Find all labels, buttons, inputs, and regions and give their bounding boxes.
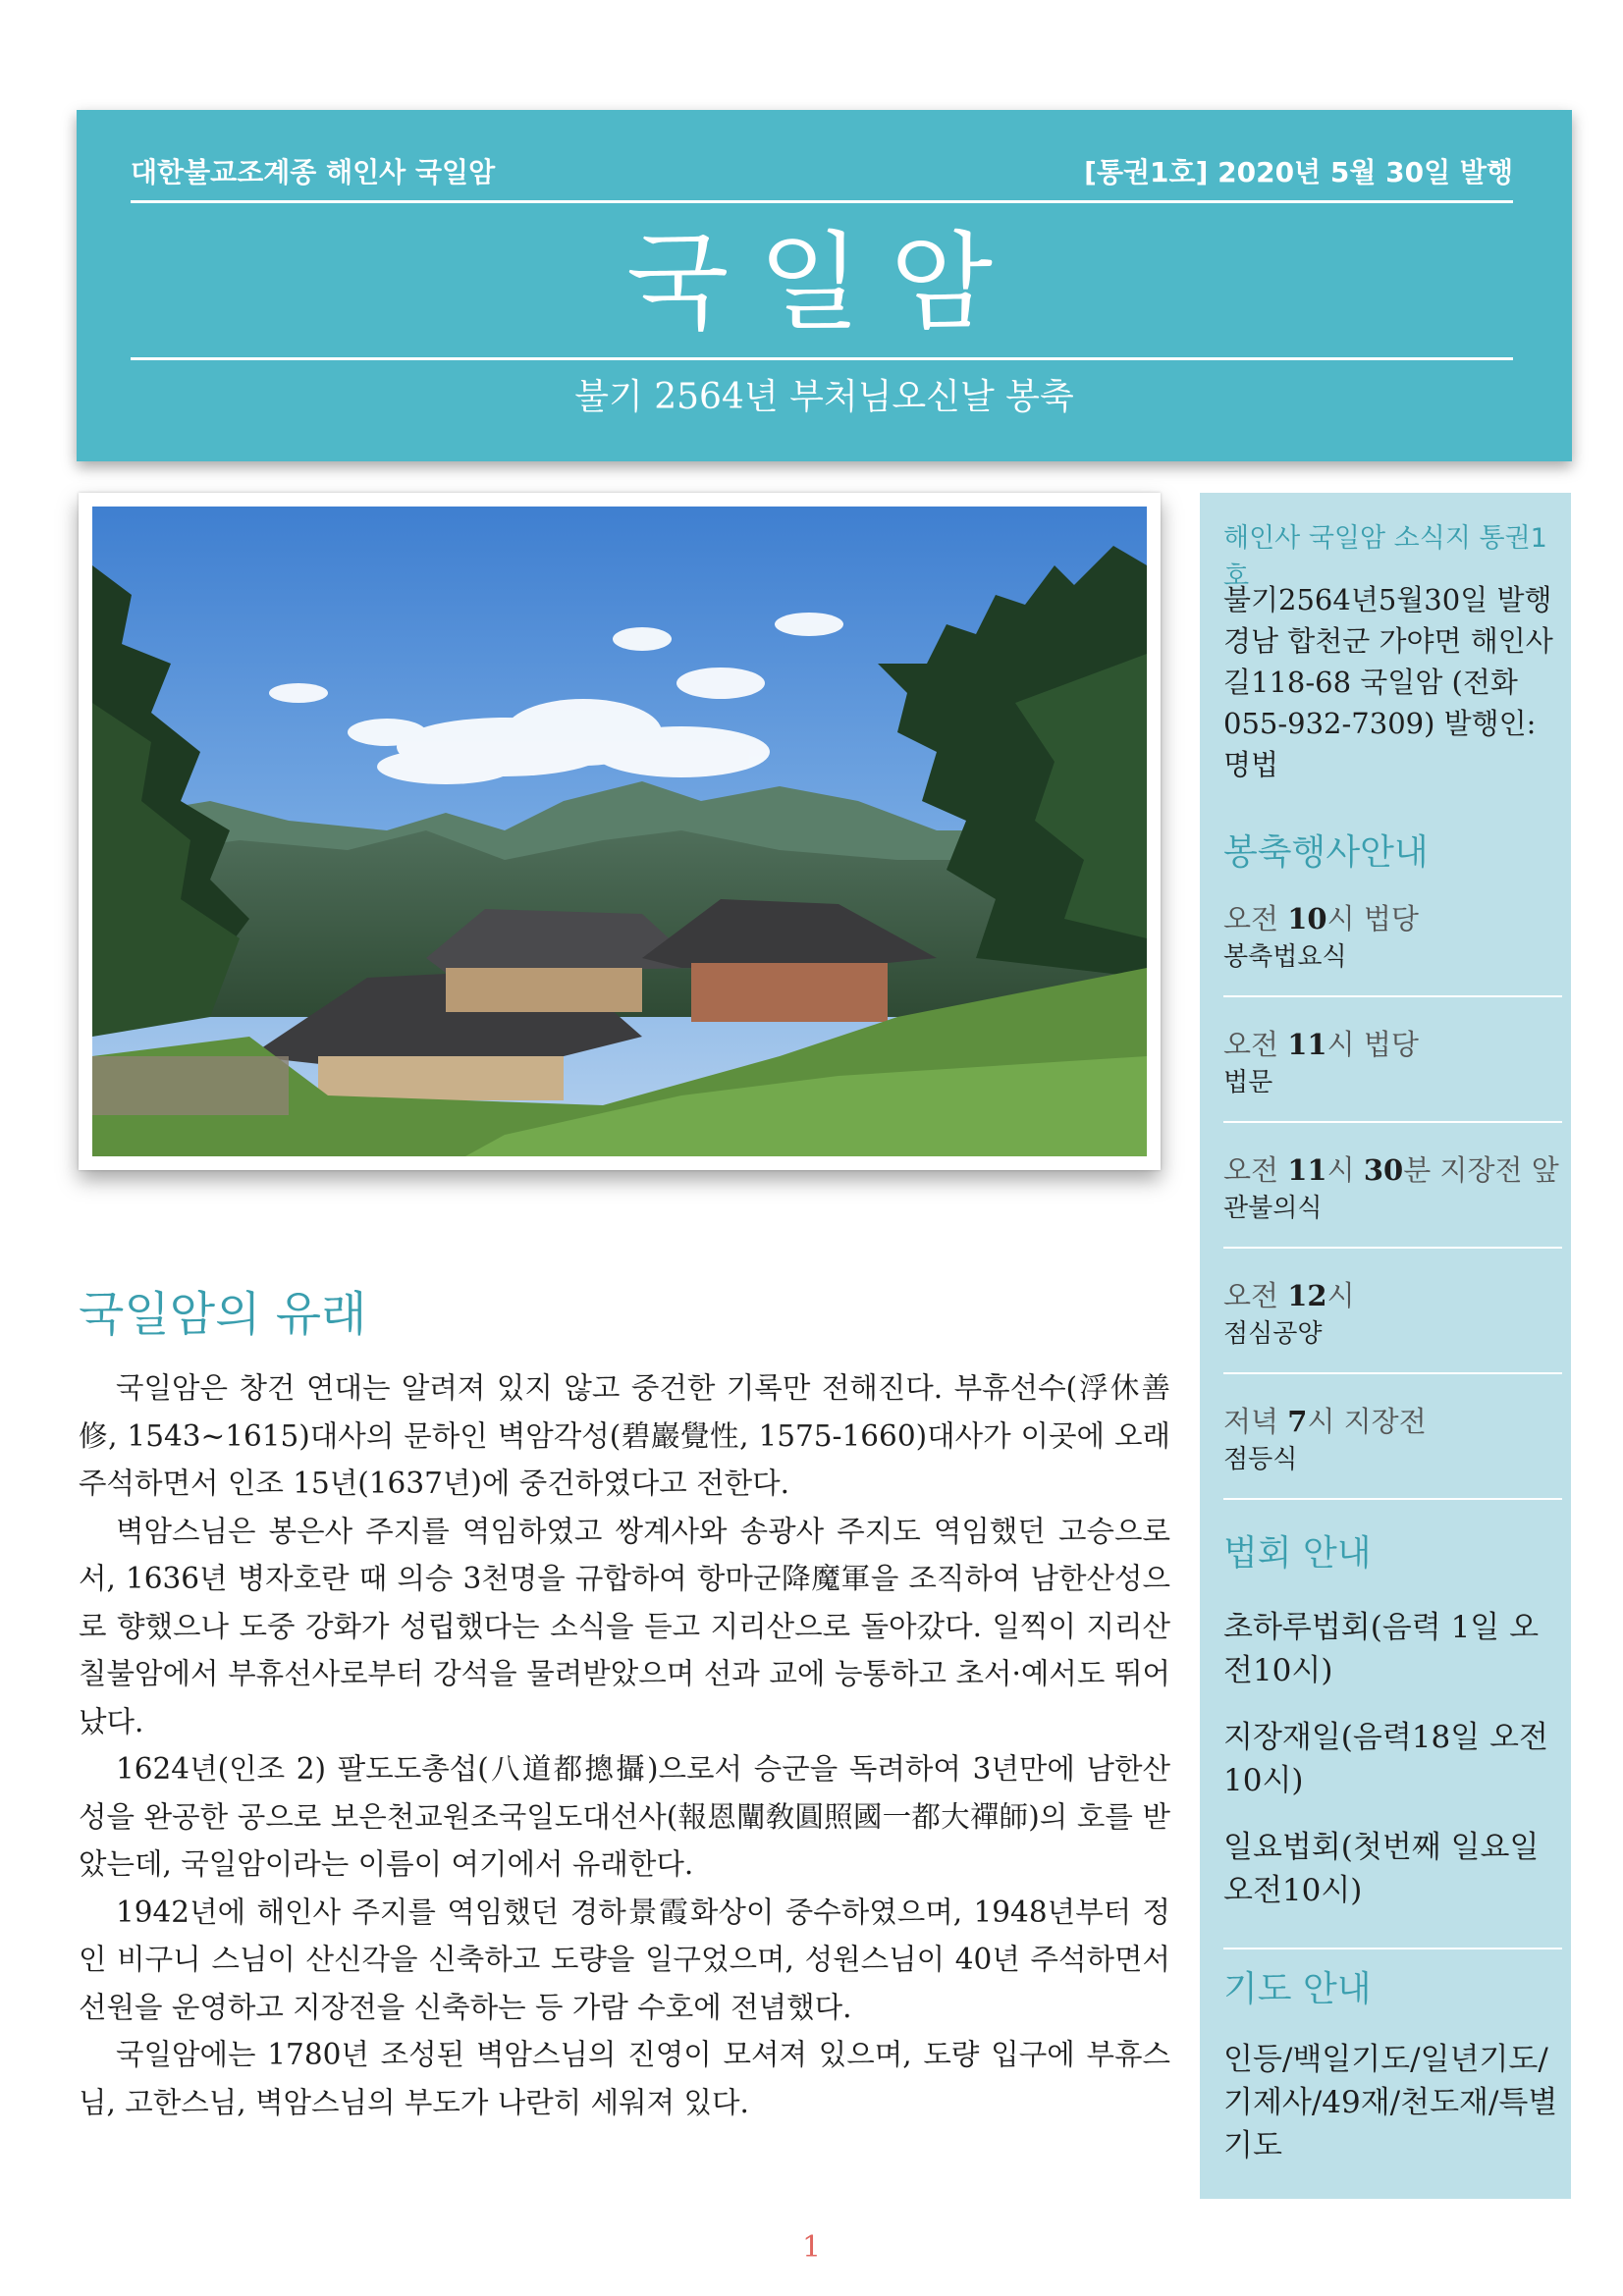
article-paragraph: 1624년(인조 2) 팔도도총섭(八道都摠攝)으로서 승군을 독려하여 3년만에 남한산성을 완공한 공으로 보은천교원조국일도대선사(報恩闡敎圓照國一都大禪師)의 호를 받았는데, 국일암이라는 이름이 여기에서 유래한다. <box>79 1752 1170 1881</box>
publication-info: 불기2564년5월30일 발행 경남 합천군 가야면 해인사길118-68 국일암 (전화 055-932-7309) 발행인: 명법 <box>1223 583 1553 781</box>
event-item <box>1223 1025 1562 1101</box>
sidebar <box>1200 493 1571 2199</box>
sidebar-divider <box>1223 1121 1562 1123</box>
event-time: 오전 11시 30분 지장전 앞 <box>1223 1153 1559 1187</box>
temple-photo <box>79 493 1161 1170</box>
event-time: 오전 11시 법당 <box>1223 1028 1419 1061</box>
article-heading: 국일암의 유래 <box>79 1287 367 1342</box>
event-time: 오전 10시 법당 <box>1223 902 1419 935</box>
article-paragraph: 국일암은 창건 연대는 알려져 있지 않고 중건한 기록만 전해진다. 부휴선수(浮休善修, 1543~1615)대사의 문하인 벽암각성(碧巖覺性, 1575-1660)대사가 이곳에 오래 주석하면서 인조 15년(1637년)에 중건하였다고 전한다. <box>79 1371 1170 1500</box>
article-body <box>79 1364 1170 2126</box>
event-item <box>1223 1276 1562 1353</box>
sidebar-divider <box>1223 1498 1562 1500</box>
dharma-section-title: 법회 안내 <box>1223 1533 1372 1574</box>
event-name: 점등식 <box>1223 1445 1298 1474</box>
newsletter-subtitle: 불기 2564년 부처님오신날 봉축 <box>574 377 1074 417</box>
sidebar-divider <box>1223 1247 1562 1249</box>
publisher-name: 대한불교조계종 해인사 국일암 <box>131 156 496 188</box>
article-paragraph: 벽암스님은 봉은사 주지를 역임하였고 쌍계사와 송광사 주지도 역임했던 고승으로서, 1636년 병자호란 때 의승 3천명을 규합하여 항마군降魔軍을 조직하여 남한산성으로 향했으나 도중 강화가 성립했다는 소식을 듣고 지리산으로 돌아갔다. 일찍이 지리산 칠불암에서 부휴선사로부터 강석을 물려받았으며 선과 교에 능통하고 초서·예서도 뛰어났다. <box>79 1514 1170 1738</box>
event-name: 관불의식 <box>1223 1194 1323 1223</box>
masthead-top-rule <box>131 200 1513 203</box>
article-paragraph: 1942년에 해인사 주지를 역임했던 경하景霞화상이 중수하였으며, 1948년부터 정인 비구니 스님이 산신각을 신축하고 도량을 일구었으며, 성원스님이 40년 주석하면서 선원을 운영하고 지장전을 신축하는 등 가람 수호에 전념했다. <box>79 1895 1170 2024</box>
sidebar-divider <box>1223 1948 1562 1949</box>
event-item <box>1223 899 1562 976</box>
event-name: 점심공양 <box>1223 1319 1323 1349</box>
dharma-item: 일요법회(첫번째 일요일 오전10시) <box>1223 1830 1540 1908</box>
prayer-section-title: 기도 안내 <box>1223 1969 1372 2009</box>
event-name: 법문 <box>1223 1068 1273 1097</box>
events-section-title: 봉축행사안내 <box>1223 832 1429 873</box>
event-item <box>1223 1402 1562 1478</box>
event-time: 저녁 7시 지장전 <box>1223 1405 1427 1438</box>
sidebar-heading: 해인사 국일암 소식지 통권1호 <box>1223 523 1547 592</box>
sidebar-divider <box>1223 1372 1562 1374</box>
dharma-item: 지장재일(음력18일 오전10시) <box>1223 1720 1548 1798</box>
dharma-item: 초하루법회(음력 1일 오전10시) <box>1223 1610 1540 1688</box>
event-name: 봉축법요식 <box>1223 942 1347 972</box>
article-paragraph: 국일암에는 1780년 조성된 벽암스님의 진영이 모셔져 있으며, 도량 입구에 부휴스님, 고한스님, 벽암스님의 부도가 나란히 세워져 있다. <box>79 2038 1170 2119</box>
page-number: 1 <box>801 2230 822 2265</box>
newsletter-title: 국일암 <box>626 222 1022 345</box>
masthead <box>77 110 1572 461</box>
event-time: 오전 12시 <box>1223 1279 1355 1312</box>
event-item <box>1223 1150 1562 1227</box>
masthead-bottom-rule <box>131 357 1513 360</box>
sidebar-divider <box>1223 995 1562 997</box>
prayer-list: 인등/백일기도/일년기도/기제사/49재/천도재/특별기도 <box>1223 2042 1558 2163</box>
issue-info: [통권1호] 2020년 5월 30일 발행 <box>1084 156 1513 188</box>
temple-photo-image <box>92 507 1147 1156</box>
